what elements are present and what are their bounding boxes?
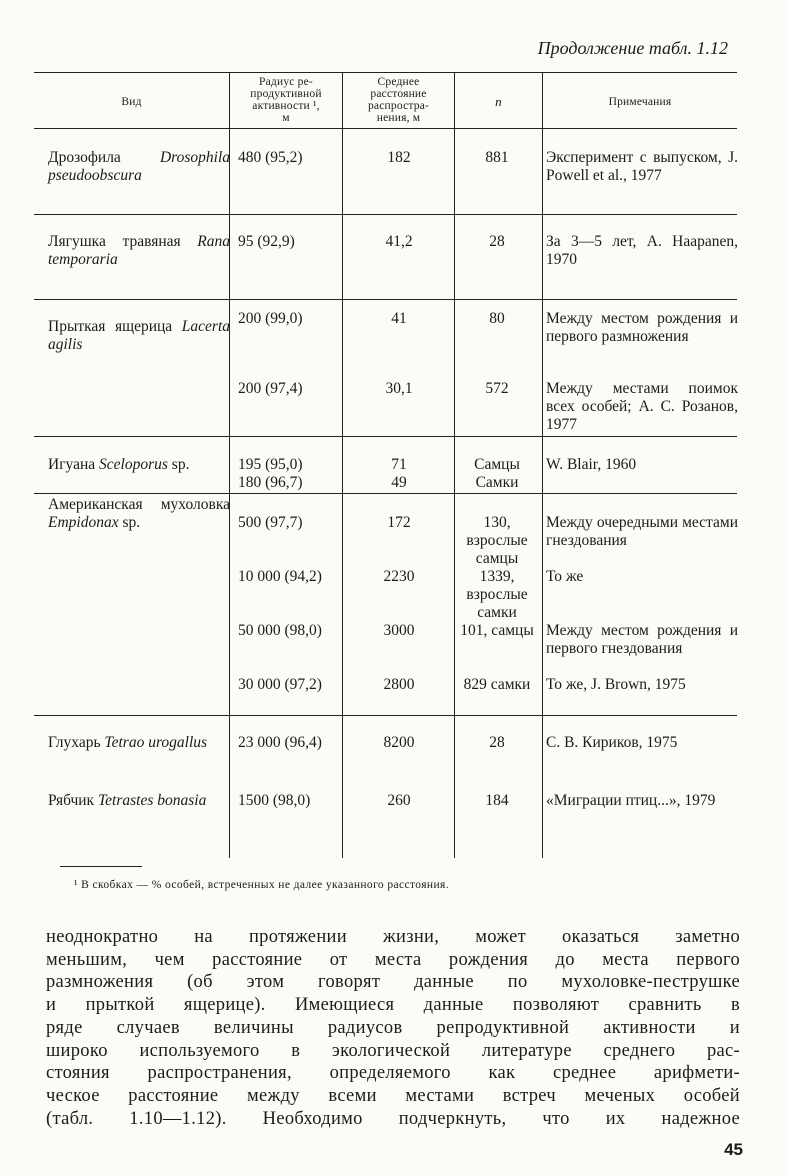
data-table: [34, 70, 737, 858]
cell-note: С. В. Кириков, 1975: [546, 734, 678, 751]
body-line: ряде случаев величины радиусов репродуктивной активности и: [46, 1017, 740, 1038]
footnote: ¹ В скобках — % особей, встреченных не далее указанного расстояния.: [74, 879, 449, 891]
row-divider: [34, 214, 737, 215]
cell-radius: 200 (97,4): [238, 380, 303, 397]
table-continuation-caption: Продолжение табл. 1.12: [537, 38, 728, 58]
body-line: размножения (об этом говорят данные по мухоловке-пеструшке: [46, 972, 740, 993]
row-divider: [34, 493, 737, 494]
cell-note: За 3—5 лет, A. Haapanen, 1970: [546, 233, 738, 268]
header-radius: Радиус ре- продуктивной активности ¹, м: [250, 76, 322, 124]
table-row-lacerta-species: Прыткая ящерица Lacerta agilis: [48, 318, 230, 353]
table-top-rule: [34, 72, 737, 73]
page-number: 45: [724, 1140, 743, 1159]
cell-note: «Миграции птиц...», 1979: [546, 792, 716, 809]
cell-average: 41: [391, 310, 407, 327]
cell-average: 49: [391, 474, 407, 491]
cell-note: Между местом рождения и первого размножения: [546, 310, 738, 345]
cell-radius: 195 (95,0): [238, 456, 303, 473]
table-row-rana-species: Лягушка травяная Rana temporaria: [48, 233, 230, 268]
column-divider: [542, 72, 543, 858]
table-row-tetrao-species: Глухарь Tetrao urogallus: [48, 734, 208, 751]
cell-n: 829 самки: [463, 676, 531, 693]
cell-average: 30,1: [385, 380, 413, 397]
cell-radius: 200 (99,0): [238, 310, 303, 327]
body-line: неоднократно на протяжении жизни, может оказаться заметно: [46, 927, 740, 947]
cell-n: 130, взрослые самцы: [466, 514, 528, 567]
cell-average: 71: [391, 456, 407, 473]
cell-n: 881: [485, 149, 509, 166]
cell-note: То же: [546, 568, 584, 585]
table-row-empidonax-species: Американская мухоловка Empidonax sp.: [48, 496, 230, 531]
cell-average: 172: [387, 514, 411, 531]
cell-n: 101, самцы: [460, 622, 534, 639]
cell-note: Эксперимент с выпуском, J. Powell et al., 1977: [546, 149, 738, 184]
cell-radius: 180 (96,7): [238, 474, 303, 491]
cell-radius: 95 (92,9): [238, 233, 295, 250]
cell-average: 8200: [383, 734, 415, 751]
cell-average: 2230: [383, 568, 415, 585]
cell-radius: 1500 (98,0): [238, 792, 311, 809]
body-line: меньшим, чем расстояние от места рождения до места первого: [46, 949, 740, 970]
cell-n: 572: [485, 380, 509, 397]
cell-average: 260: [387, 792, 411, 809]
cell-n: Самцы: [474, 456, 520, 473]
row-divider: [34, 299, 737, 300]
cell-radius: 480 (95,2): [238, 149, 303, 166]
cell-note: Между очередными местами гнездования: [546, 514, 738, 549]
cell-radius: 500 (97,7): [238, 514, 303, 531]
header-species: Вид: [121, 96, 142, 108]
cell-note: То же, J. Brown, 1975: [546, 676, 686, 693]
cell-note: W. Blair, 1960: [546, 456, 637, 473]
header-n: n: [495, 94, 502, 109]
body-line: широко используемого в экологической литературе среднего рас-: [46, 1040, 740, 1061]
cell-n: 28: [489, 734, 505, 751]
table-row-sceloporus-species: Игуана Sceloporus sp.: [48, 456, 190, 473]
cell-radius: 30 000 (97,2): [238, 676, 322, 693]
row-divider: [34, 436, 737, 437]
cell-radius: 23 000 (96,4): [238, 734, 322, 751]
cell-n: 80: [489, 310, 505, 327]
body-line: ческое расстояние между всеми местами встреч меченых особей: [46, 1085, 740, 1106]
cell-n: 1339, взрослые самки: [466, 568, 528, 621]
header-bottom-rule: [34, 128, 737, 129]
cell-note: Между местами поимок всех особей; А. С. Розанов, 1977: [546, 380, 738, 433]
cell-average: 182: [387, 149, 411, 166]
cell-n: 28: [489, 233, 505, 250]
cell-average: 3000: [383, 622, 415, 639]
cell-radius: 10 000 (94,2): [238, 568, 322, 585]
header-average: Среднее расстояние распростра- нения, м: [367, 76, 430, 124]
cell-n: Самки: [475, 474, 519, 491]
header-notes: Примечания: [608, 96, 672, 108]
body-line: и прыткой ящерице). Имеющиеся данные позволяют сравнить в: [46, 995, 740, 1016]
cell-average: 2800: [383, 676, 415, 693]
row-divider: [34, 715, 737, 716]
footnote-rule: [60, 866, 142, 867]
table-row-drosophila-species: Дрозофила Drosophila pseudoobscura: [48, 149, 230, 184]
cell-average: 41,2: [385, 233, 413, 250]
cell-n: 184: [485, 792, 509, 809]
body-line: стояния распространения, определяемого как среднее арифмети-: [46, 1063, 740, 1084]
cell-note: Между местом рождения и первого гнездования: [546, 622, 738, 657]
cell-radius: 50 000 (98,0): [238, 622, 322, 639]
table-row-tetrastes-species: Рябчик Tetrastes bonasia: [48, 792, 207, 809]
body-paragraph: [46, 926, 740, 1130]
body-line: (табл. 1.10—1.12). Необходимо подчеркнуть, что их надежное: [46, 1108, 740, 1129]
